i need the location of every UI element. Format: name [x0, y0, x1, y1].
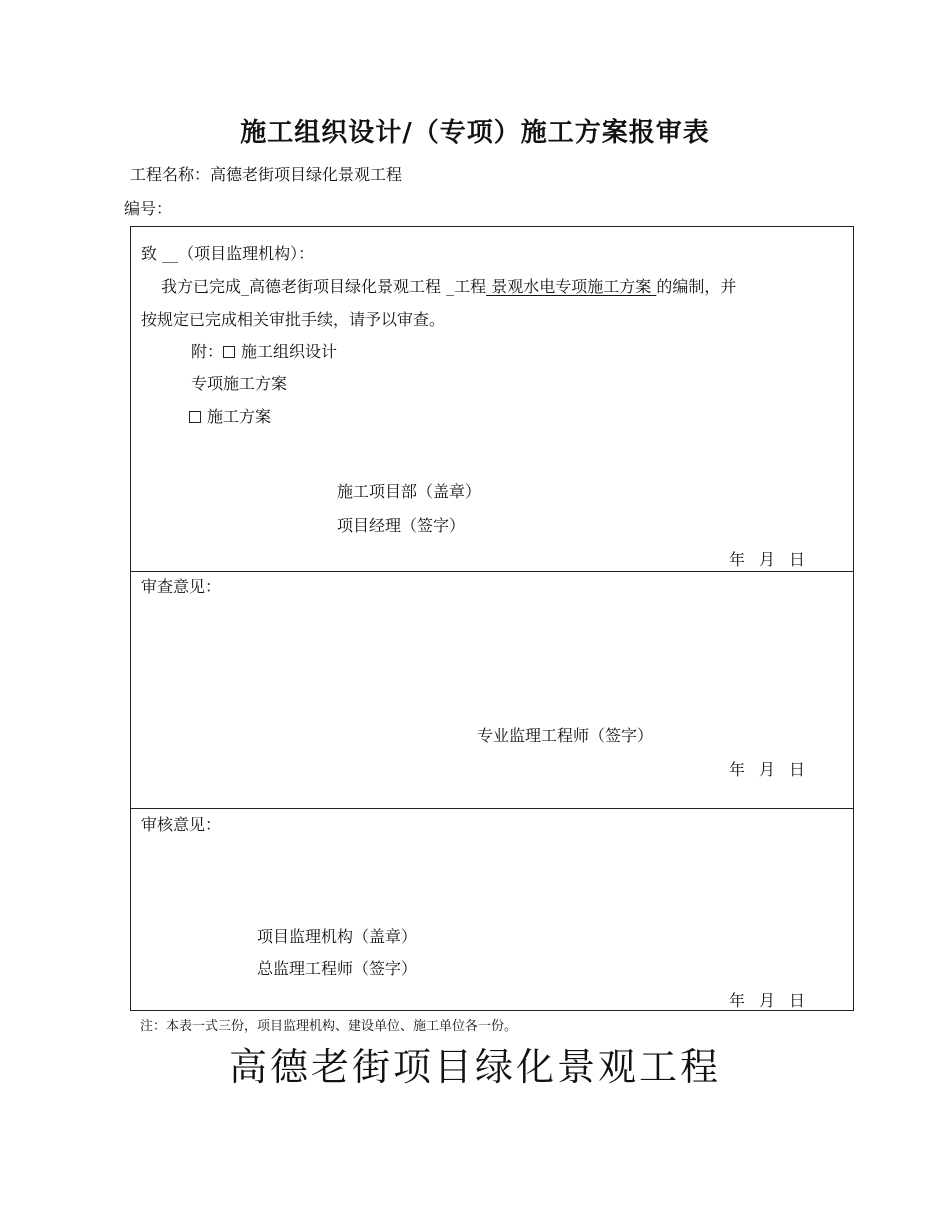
number-label: 编号：: [124, 199, 173, 218]
project-manager-signature: 项目经理（签字）: [337, 516, 466, 535]
approval-form-table: [130, 226, 854, 1011]
year-label: 年: [729, 550, 746, 569]
submission-line-2: 按规定已完成相关审批手续，请予以审查。: [141, 310, 446, 329]
submission-text-a: 我方已完成_: [161, 277, 250, 296]
section3-date: [715, 988, 805, 1011]
section2-date: [715, 757, 805, 780]
day-label: 日: [789, 550, 806, 569]
year-label: 年: [729, 991, 746, 1010]
attachment-line-1: [191, 339, 337, 362]
checkbox-construction-design[interactable]: [223, 346, 235, 358]
addressee-line: 致 __（项目监理机构）：: [141, 244, 315, 263]
footer-project-name: 高德老街项目绿化景观工程: [228, 1045, 721, 1089]
row-divider-1: [131, 571, 853, 572]
month-label: 月: [759, 760, 776, 779]
day-label: 日: [789, 760, 806, 779]
year-label: 年: [729, 760, 746, 779]
review-opinion-label: 审查意见：: [141, 577, 222, 596]
project-name-label: 工程名称：: [130, 165, 211, 184]
section1-date: [715, 547, 805, 570]
row-divider-2: [131, 808, 853, 809]
checkbox-construction-plan[interactable]: [189, 411, 201, 423]
month-label: 月: [759, 550, 776, 569]
supervising-engineer-signature: 专业监理工程师（签字）: [477, 726, 654, 745]
supervision-org-seal: 项目监理机构（盖章）: [257, 927, 418, 946]
chief-engineer-signature: 总监理工程师（签字）: [257, 959, 418, 978]
attachment-item-special-plan: 专项施工方案: [191, 374, 288, 393]
audit-opinion-label: 审核意见：: [141, 815, 222, 834]
month-label: 月: [759, 991, 776, 1010]
document-title: 施工组织设计/（专项）施工方案报审表: [240, 118, 710, 148]
project-name-line: [130, 162, 402, 185]
submission-text-b: _工程: [441, 277, 487, 296]
attachment-label: 附：: [191, 342, 224, 361]
submission-text-c: 的编制，并: [656, 277, 737, 296]
submission-plan-name: 景观水电专项施工方案: [486, 277, 657, 296]
project-name-value: 高德老街项目绿化景观工程: [210, 165, 403, 184]
submission-line-1: [161, 274, 736, 297]
attachment-item-construction-design: 施工组织设计: [241, 342, 338, 361]
day-label: 日: [789, 991, 806, 1010]
footnote: 注：本表一式三份，项目监理机构、建设单位、施工单位各一份。: [140, 1019, 518, 1034]
attachment-item-construction-plan: 施工方案: [207, 407, 272, 426]
attachment-line-3: [189, 404, 271, 427]
submission-project-name: 高德老街项目绿化景观工程: [249, 277, 442, 296]
project-dept-seal: 施工项目部（盖章）: [337, 482, 482, 501]
